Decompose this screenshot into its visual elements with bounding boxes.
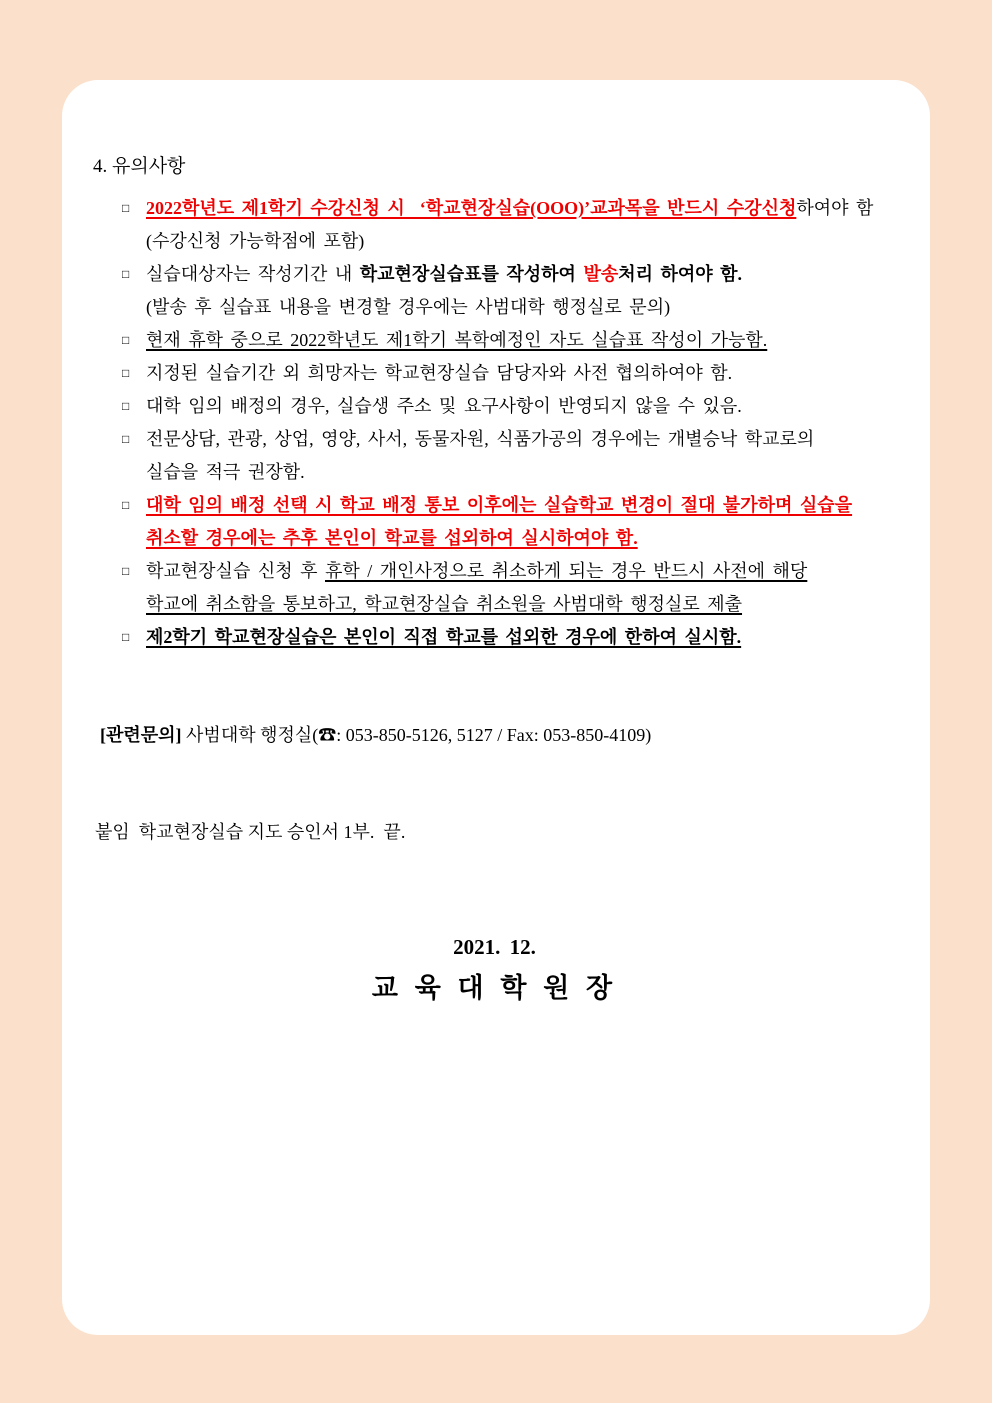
note-text-segment: (발송 후 실습표 내용을 변경할 경우에는 사범대학 행정실로 문의) [146,297,671,317]
signature-line: 교 육 대 학 원 장 [371,973,618,1003]
note-text-segment: 학교현장실습표를 작성하여 [359,264,584,284]
note-text-segment: 발송 [583,264,619,284]
square-bullet-icon: □ [122,399,130,413]
note-text-segment: 취소할 경우에는 추후 본인이 학교를 섭외하여 실시하여야 함. [146,528,638,548]
square-bullet-icon: □ [122,201,130,215]
note-item-continuation [93,225,896,258]
square-bullet-icon: □ [122,432,130,446]
note-text-segment: 제2학기 학교현장실습은 본인이 직접 학교를 섭외한 경우에 한하여 실시함. [146,627,742,647]
note-text-segment: 현재 휴학 중으로 2022학년도 제1학기 복학예정인 자도 실습표 작성이 가능함. [146,330,768,350]
note-line [146,489,896,522]
contact-office: 사범대학 행정실( [181,725,319,745]
note-line [146,225,896,258]
note-text-segment: 대학 임의 배정의 경우, 실습생 주소 및 요구사항이 반영되지 않을 수 있음. [146,396,742,416]
attachment-line: 붙임 학교현장실습 지도 승인서 1부. 끝. [95,822,406,842]
note-text-segment: 학교에 취소함을 통보하고, 학교현장실습 취소원을 사범대학 행정실로 제출 [146,594,743,614]
contact-label: [관련문의] [100,725,182,745]
date-line: 2021. 12. [453,935,536,959]
note-line [146,423,896,456]
note-item [93,489,896,522]
note-line [146,291,896,324]
note-line [146,258,896,291]
note-text-segment: 처리 하여야 함. [618,264,743,284]
phone-icon: ☎ [318,725,337,745]
square-bullet-icon: □ [122,630,130,644]
note-line [146,555,896,588]
note-item-continuation [93,588,896,621]
note-item [93,357,896,390]
square-bullet-icon: □ [122,366,130,380]
note-item-continuation [93,522,896,555]
square-bullet-icon: □ [122,498,130,512]
section-title: 4. 유의사항 [93,156,186,177]
note-item [93,423,896,456]
note-text-segment: 2022학년도 제1학기 수강신청 시 ‘학교현장실습(OOO)’교과목을 반드시 수강신청 [146,198,797,218]
note-item [93,390,896,423]
note-line [146,357,896,390]
note-text-segment: 휴학 / 개인사정으로 취소하게 되는 경우 반드시 사전에 해당 [325,561,808,581]
note-text-segment: 실습을 적극 권장함. [146,462,305,482]
note-text-segment: (수강신청 가능학점에 포함) [146,231,365,251]
document-content [93,150,896,1009]
note-item-continuation [93,456,896,489]
note-line [146,456,896,489]
notes-list [93,192,896,654]
note-text-segment: 실습대상자는 작성기간 내 [146,264,360,284]
note-line [146,588,896,621]
note-text-segment: 하여야 함 [796,198,874,218]
note-item-continuation [93,291,896,324]
square-bullet-icon: □ [122,564,130,578]
contact-numbers: : 053-850-5126, 5127 / Fax: 053-850-4109) [336,725,652,745]
note-line [146,192,896,225]
note-item [93,324,896,357]
note-text-segment: 전문상담, 관광, 상업, 영양, 사서, 동물자원, 식품가공의 경우에는 개별승낙 학교로의 [146,429,815,449]
document-panel [62,80,930,1335]
note-item [93,258,896,291]
note-text-segment: 지정된 실습기간 외 희망자는 학교현장실습 담당자와 사전 협의하여야 함. [146,363,733,383]
contact-line [93,719,896,752]
square-bullet-icon: □ [122,267,130,281]
note-item [93,555,896,588]
note-line [146,324,896,357]
square-bullet-icon: □ [122,333,130,347]
note-item [93,621,896,654]
note-text-segment: 대학 임의 배정 선택 시 학교 배정 통보 이후에는 실습학교 변경이 절대 불가하며 실습을 [146,495,853,515]
note-line [146,522,896,555]
note-item [93,192,896,225]
note-text-segment: 학교현장실습 신청 후 [146,561,325,581]
note-line [146,621,896,654]
note-line [146,390,896,423]
